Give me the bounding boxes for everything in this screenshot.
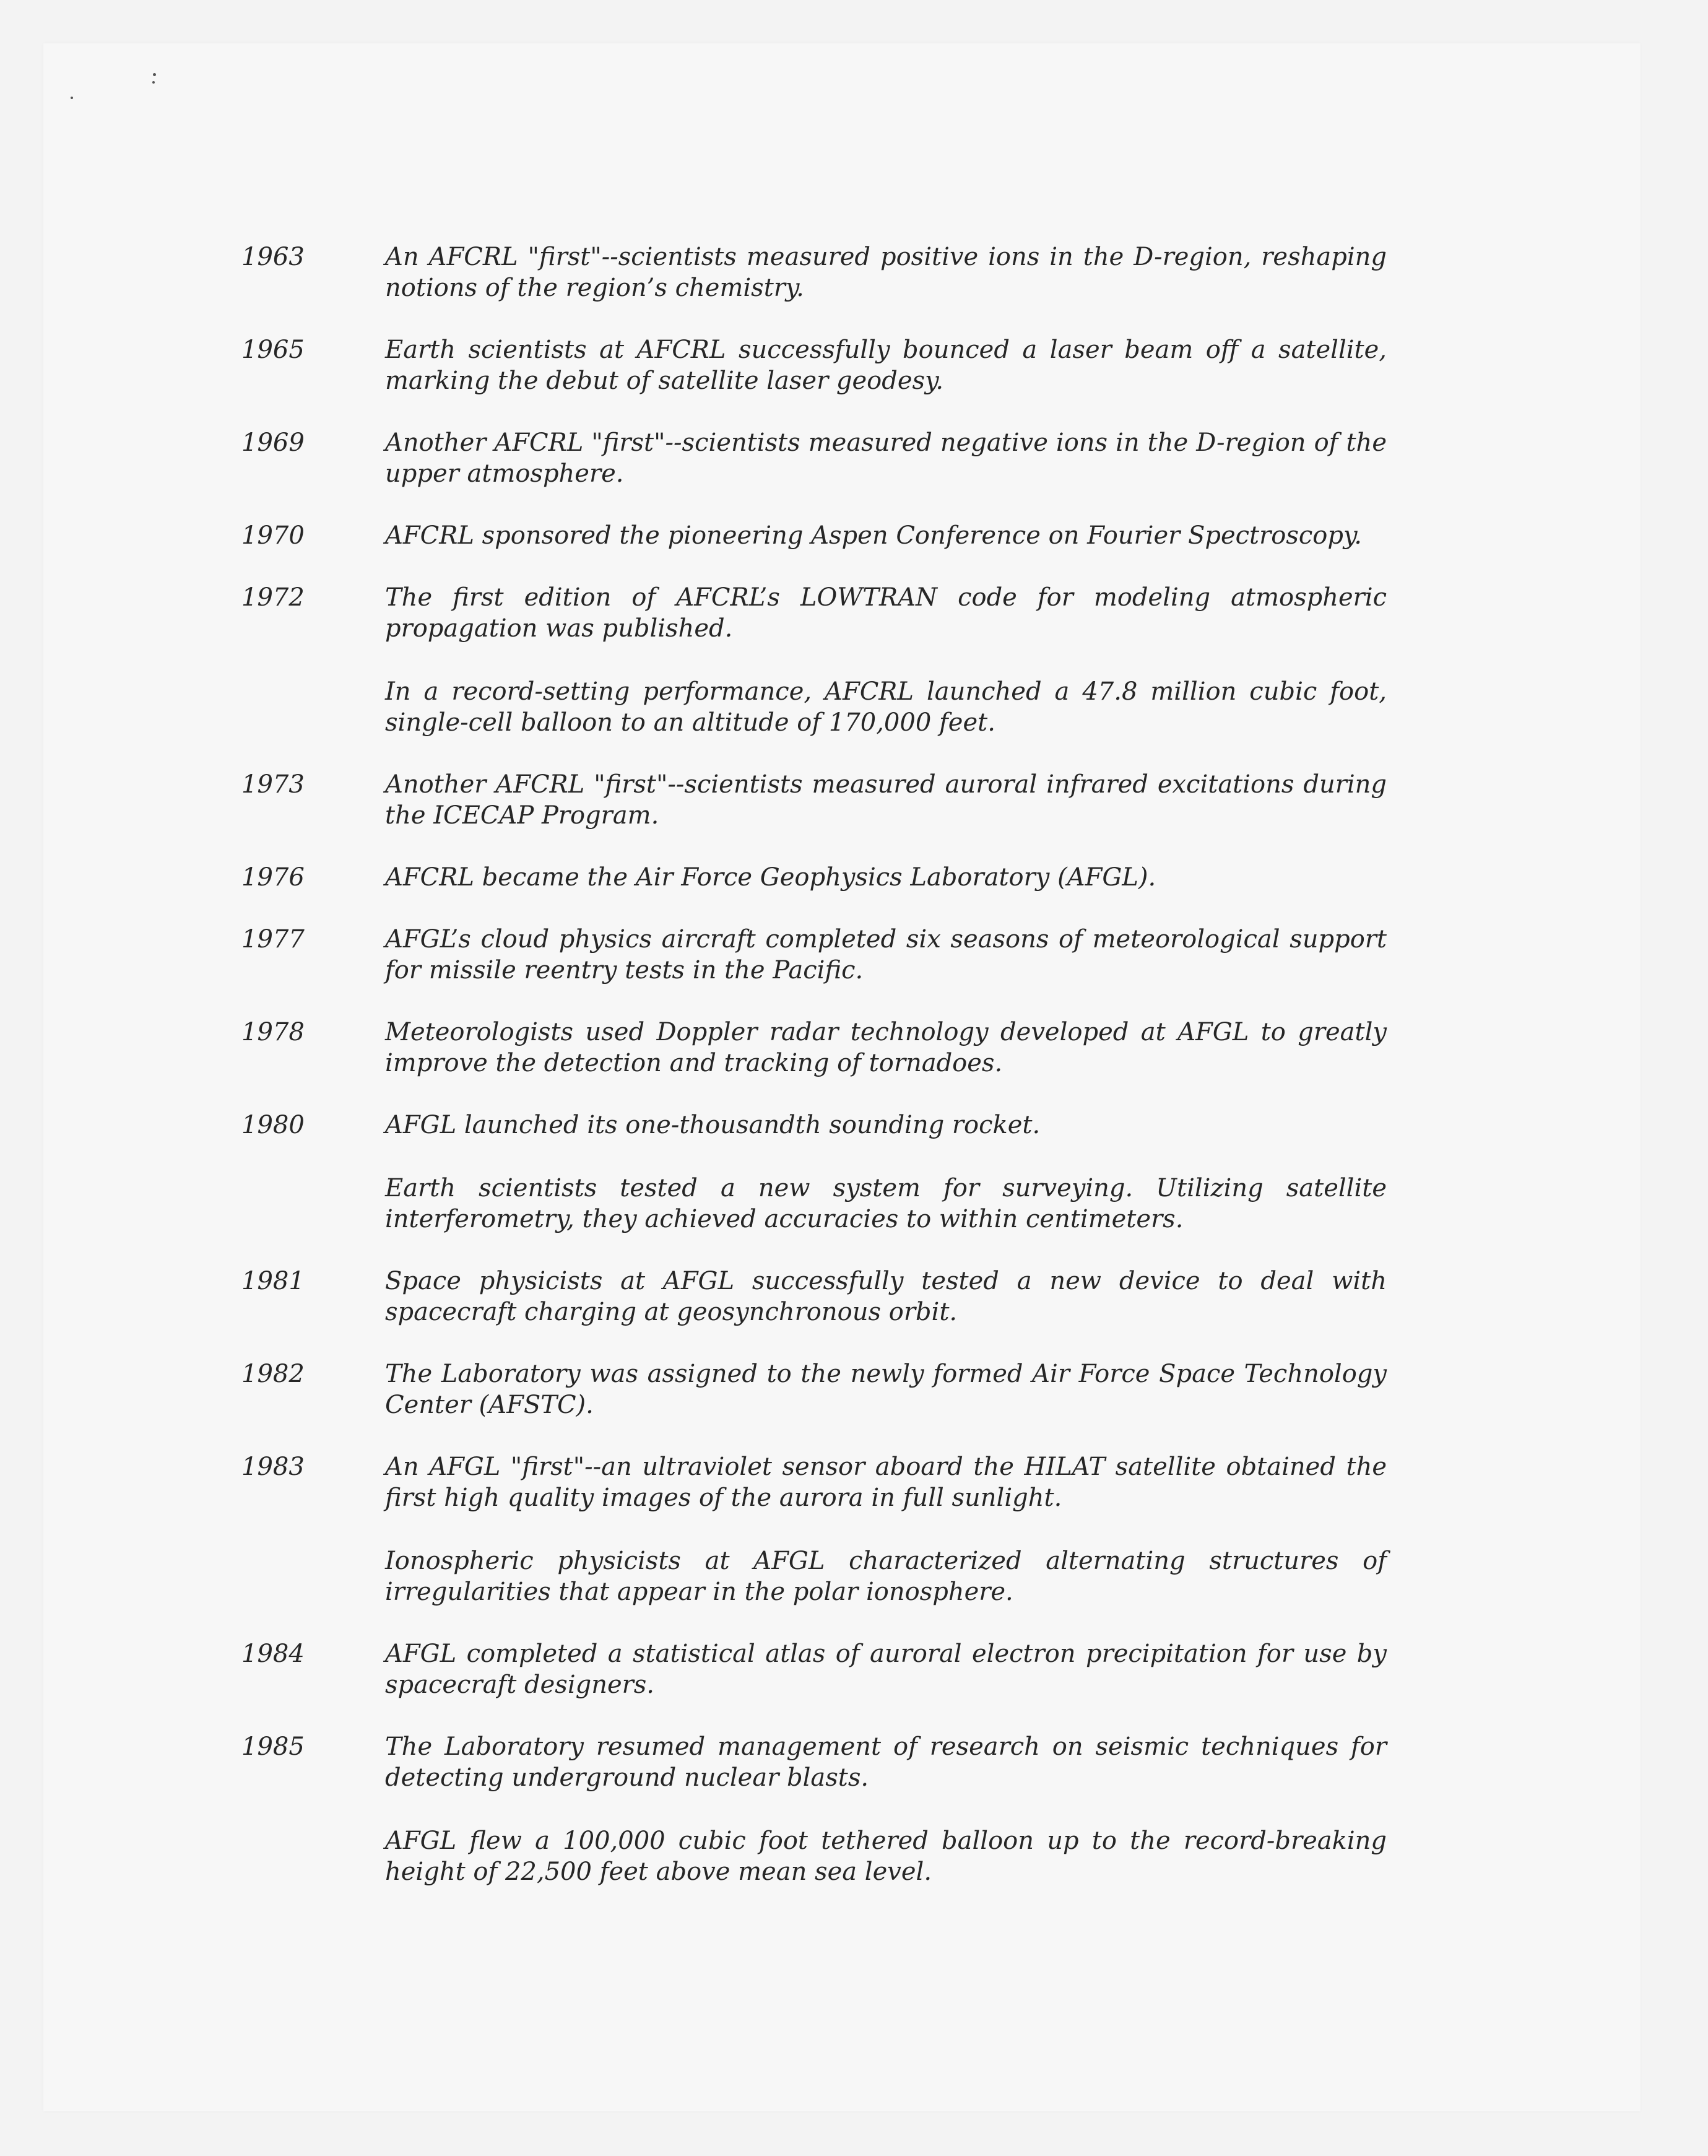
- entry-events: [385, 241, 1387, 303]
- entry-events: [385, 520, 1387, 551]
- timeline-entry: [241, 334, 1387, 396]
- timeline-entry: [241, 924, 1387, 986]
- entry-year: 1980: [241, 1111, 305, 1139]
- timeline-entry: [241, 427, 1387, 489]
- event-text: AFGL flew a 100,000 cubic foot tethered balloon up to the record-breaking height of 22,500 feet above mean sea level.: [385, 1827, 1387, 1886]
- timeline-entry: [241, 1110, 1387, 1235]
- event-text: The first edition of AFCRL’s LOWTRAN code for modeling atmospheric propagation was published.: [385, 583, 1387, 643]
- entry-year: 1983: [241, 1453, 305, 1481]
- entry-year: 1978: [241, 1018, 305, 1046]
- event-text: Ionospheric physicists at AFGL characterized alternating structures of irregularities that appear in the polar ionosphere.: [385, 1547, 1387, 1606]
- timeline-entry: [241, 769, 1387, 831]
- entry-events: [385, 1731, 1387, 1887]
- event-text: AFCRL became the Air Force Geophysics Laboratory (AFGL).: [385, 863, 1156, 892]
- timeline-entry: [241, 520, 1387, 551]
- event-text: Another AFCRL "first"--scientists measured auroral infrared excitations during the ICECAP Program.: [385, 770, 1387, 830]
- event-text: An AFCRL "first"--scientists measured positive ions in the D-region, reshaping notions of the region’s chemistry.: [385, 243, 1387, 302]
- entry-events: [385, 924, 1387, 986]
- entry-events: [385, 1110, 1387, 1235]
- entry-events: [385, 862, 1387, 893]
- entry-year: 1963: [241, 243, 305, 271]
- timeline-entry: [241, 1017, 1387, 1079]
- timeline-entry: [241, 1266, 1387, 1328]
- scan-speck: [152, 81, 155, 84]
- timeline-entry: [241, 241, 1387, 303]
- entry-year: 1982: [241, 1360, 305, 1388]
- event-text: AFGL’s cloud physics aircraft completed six seasons of meteorological support for missile reentry tests in the Pacific.: [385, 925, 1387, 985]
- event-text: AFGL launched its one-thousandth sounding rocket.: [385, 1111, 1041, 1139]
- timeline-entry: [241, 1358, 1387, 1420]
- entry-year: 1976: [241, 863, 305, 892]
- timeline-entry: [241, 582, 1387, 738]
- event-text: Meteorologists used Doppler radar technology developed at AFGL to greatly improve the detection and tracking of tornadoes.: [385, 1018, 1387, 1077]
- entry-year: 1973: [241, 770, 305, 799]
- event-text: Earth scientists at AFCRL successfully bounced a laser beam off a satellite, marking the debut of satellite laser geodesy.: [385, 336, 1387, 395]
- scan-speck: [71, 97, 73, 99]
- event-text: In a record-setting performance, AFCRL launched a 47.8 million cubic foot, single-cell balloon to an altitude of 170,000 feet.: [385, 677, 1387, 737]
- event-text: The Laboratory was assigned to the newly formed Air Force Space Technology Center (AFSTC).: [385, 1360, 1387, 1419]
- timeline-entry: [241, 862, 1387, 893]
- event-text: AFGL completed a statistical atlas of auroral electron precipitation for use by spacecraft designers.: [385, 1640, 1387, 1699]
- entry-year: 1972: [241, 583, 305, 612]
- entry-events: [385, 769, 1387, 831]
- entry-year: 1969: [241, 428, 305, 457]
- event-text: AFCRL sponsored the pioneering Aspen Conference on Fourier Spectroscopy.: [385, 521, 1362, 550]
- entry-events: [385, 1358, 1387, 1420]
- timeline-entry: [241, 1638, 1387, 1700]
- entry-events: [385, 1451, 1387, 1607]
- entry-events: [385, 427, 1387, 489]
- chronology-timeline: [241, 241, 1387, 1918]
- scan-speck: [153, 73, 156, 76]
- entry-year: 1985: [241, 1732, 305, 1761]
- entry-year: 1977: [241, 925, 305, 954]
- event-text: Earth scientists tested a new system for surveying. Utilizing satellite interferometry, they achieved accuracies to within centimeters.: [385, 1174, 1387, 1233]
- entry-events: [385, 582, 1387, 738]
- entry-events: [385, 334, 1387, 396]
- event-text: The Laboratory resumed management of research on seismic techniques for detecting underground nuclear blasts.: [385, 1732, 1387, 1792]
- entry-year: 1965: [241, 336, 305, 364]
- entry-events: [385, 1017, 1387, 1079]
- entry-events: [385, 1266, 1387, 1328]
- entry-year: 1981: [241, 1267, 305, 1295]
- entry-year: 1984: [241, 1640, 305, 1668]
- entry-events: [385, 1638, 1387, 1700]
- event-text: Another AFCRL "first"--scientists measured negative ions in the D-region of the upper atmosphere.: [385, 428, 1387, 488]
- entry-year: 1970: [241, 521, 305, 550]
- event-text: Space physicists at AFGL successfully tested a new device to deal with spacecraft charging at geosynchronous orbit.: [385, 1267, 1387, 1326]
- event-text: An AFGL "first"--an ultraviolet sensor aboard the HILAT satellite obtained the first high quality images of the aurora in full sunlight.: [385, 1453, 1387, 1512]
- timeline-entry: [241, 1731, 1387, 1887]
- timeline-entry: [241, 1451, 1387, 1607]
